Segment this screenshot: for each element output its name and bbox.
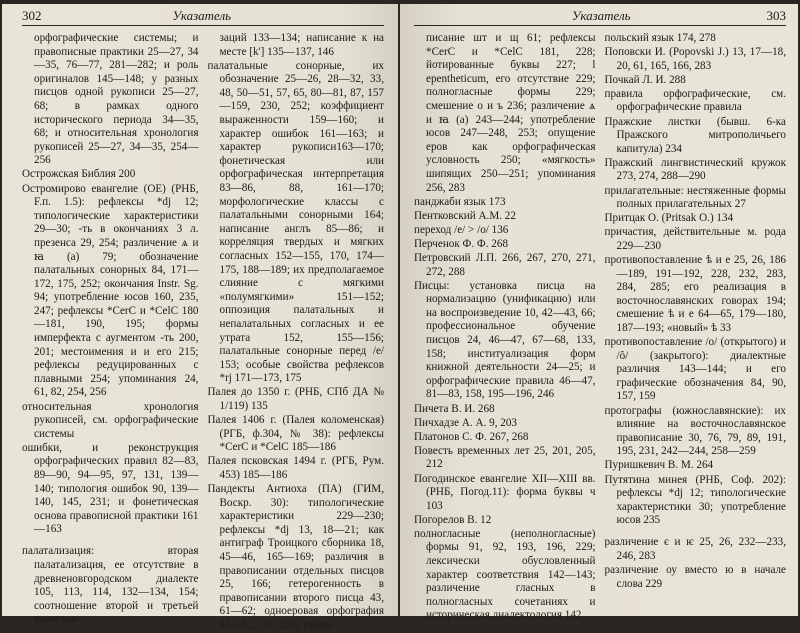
index-entry: прилагательные: нестяженные формы полных прилагательных 27 xyxy=(604,184,786,211)
index-column xyxy=(208,32,385,633)
index-entry: Пуришкевич В. М. 264 xyxy=(604,459,714,472)
entry-spacer xyxy=(22,537,199,545)
index-entry: Пичхадзе А. А. 9, 203 xyxy=(414,416,517,429)
index-entry: Пражские листки (бывш. 6-ка Пражского митрополичьего капитула) 234 xyxy=(604,115,786,155)
index-entry: палатальные сонорные, их обозначение 25—26, 28—32, 33, 48, 50—51, 57, 65, 80—81, 87, 157—159, 230, 252; коэффициент выраженности 159—160; и характер ошибок 161—163; и характер рукописи163—170; фонетическая или орфографическая интерпретация 83—86, 88, 161—170; морфологические классы с палатальными сонорными 164; написание англъ 85—86; и корреляция твердых и мягких согласных 152—155, 170, 174—175, 188—189; их предполагаемое слияние с мягкими «полумягкими» 151—152; оппозиция палатальных и непалатальных согласных и ее утрата 152, 155—156; палатальные сонорные перед /е/ 153; особые свойства рефлексов *rj 171—173, 175 xyxy=(207,59,384,385)
index-entry: орфографические системы; и правописные практики 25—27, 34—35, 76—77, 281—282; и роль оригиналов 145—148; у разных писцов одной рукописи 25—27, 68; в рамках одного исторического периода 34—35, 68; и относительная хронология рукописей 25—27, 34—35, 254—256 xyxy=(34,32,199,167)
index-entry: Писцы: установка писца на нормализацию (унификацию) или на воспроизведение 10, 42—43, 66; профессиональное обучение писцов 24, 46—47, 67—68, 133, 158; институализация форм книжной деятельности 24—25; и орфографические правила 46—47, 81—83, 158, 195—196, 246 xyxy=(414,279,596,401)
index-entry: Повесть временных лет 25, 201, 205, 212 xyxy=(414,444,596,471)
index-entry: противопоставление ѣ и е 25, 26, 186—189, 191—192, 228, 232, 283, 284, 285; его реализация в восточнославянских говорах 194; смешение ѣ и е 64—65, 179—180, 187—193; «новый» ѣ 33 xyxy=(604,254,786,334)
index-entry: правила орфографические, см. орфографические правила xyxy=(604,87,786,114)
index-entry: различение оу вместо ю в начале слова 229 xyxy=(604,564,786,590)
index-entry: Острожская Библия 200 xyxy=(22,168,136,181)
index-entry: различение є и ѥ 25, 26, 232—233, 246, 283 xyxy=(604,536,786,562)
index-entry: панджаби язык 173 xyxy=(414,195,506,208)
page-number-right: 303 xyxy=(766,8,786,23)
index-entry: Петровский Л.П. 266, 267, 270, 271, 272, 288 xyxy=(414,252,596,278)
index-entry: Остромирово евангелие (ОЕ) (РНБ, F.п. 1.5): рефлексы *dj 12; типологические характеристики 29—30; -ть в окончаниях 3 л. презенса 29, 254; различение ѧ и ꙗ (а) 79; обозначение палатальных сонорных 84, 171—172, 175, 252; окончания Instr. Sg. 94; употребление юсов 160, 235, 247; рефлексы *CerC и *CelC 180—181, 190, 195; формы имперфекта с аугментом -ть 200, 201; местоимения и и его 215; рефлексы редуцированных с плавными 254; упоминания 24, 61, 82, 254, 256 xyxy=(22,182,199,399)
index-entry: Перченок Ф. Ф. 268 xyxy=(414,237,509,250)
index-entry: Палея до 1350 г. (РНБ, СПб ДА № 1/119) 135 xyxy=(207,386,384,413)
index-entry: Погодинское евангелие XII—XIII вв. (РНБ, Погод.11): форма буквы ч 103 xyxy=(414,472,596,512)
index-entry: Путятина минея (РНБ, Соф. 202): рефлексы *dj 12; типологические характеристики 30; употребление юсов 235 xyxy=(604,473,786,527)
running-head-right xyxy=(414,8,786,26)
index-entry: Пражский лингвистический кружок 273, 274, 288—290 xyxy=(604,156,786,183)
index-entry: Притцак О. (Pritsak O.) 134 xyxy=(604,212,734,225)
index-entry: Пичета В. И. 268 xyxy=(414,402,495,415)
running-head-left xyxy=(22,8,384,26)
right-page xyxy=(400,4,798,622)
index-entry: переход /е/ > /о/ 136 xyxy=(414,223,509,236)
index-entry: относительная хронология рукописей, см. орфографические системы xyxy=(22,400,199,440)
index-entry: Почкай Л. И. 288 xyxy=(604,73,686,86)
index-column xyxy=(605,32,787,624)
index-entry: Палея 1406 г. (Палея коломенская) (РГБ, ф.304, № 38): рефлексы *CerC и *CelC 185—186 xyxy=(207,414,384,454)
index-entry: полногласные (неполногласные) формы 91, 92, 193, 196, 229; лексически обусловленный характер соответствия 142—143; различение гласных в полногласных сочетаниях и историческая диалектология 142 xyxy=(414,527,596,622)
index-entry: Платонов С. Ф. 267, 268 xyxy=(414,430,529,443)
index-entry: Пентковский А.М. 22 xyxy=(414,209,516,222)
index-column xyxy=(414,32,596,624)
running-title-left: Указатель xyxy=(172,8,232,23)
index-entry: Палея псковская 1494 г. (РГБ, Рум. 453) 185—186 xyxy=(207,455,384,481)
entry-spacer xyxy=(605,528,787,536)
index-entry: Пандекты Антиоха (ПА) (ГИМ, Воскр. 30): типологические характеристики 229—230; рефлексы *dj 13, 18—21; как антиграф Троицкого сборника 18, 45—46, 165—169; различия в правописании отдельных писцов 25, 166; гетерогенность в правописании второго писца 43, 61—62; одноеровая орфография 61—62, 165, 226; право- xyxy=(207,483,384,632)
index-entry: причастия, действительные м. рода 229—230 xyxy=(604,226,786,252)
index-entry: противопоставление /о/ (открытого) и /ô/ (закрытого): диалектные различия 143—144; и его графические обозначения 84, 90, 157, 159 xyxy=(604,336,786,403)
index-entry: писание шт и щ 61; рефлексы *CerC и *CelC 181, 228; йотированные буквы 227; l epentheticum, его отсутствие 229; полногласные формы 229; смешение о и ъ 236; различение ѧ и ꙗ (а) 243—244; употребление юсов 247—248, 253; опущение еров как орфографическая условность 250; «мягкость» шипящих 250—251; упоминания 256, 283 xyxy=(426,32,596,194)
running-title-right: Указатель xyxy=(571,8,631,23)
index-entry: заций 133—134; написание к на месте [k'] 135—137, 146 xyxy=(219,32,384,58)
index-column xyxy=(22,32,199,633)
index-entry: протографы (южнославянские): их влияние на восточнославянское правописание 30, 76, 79, 89, 191, 195, 231, 242—244, 258—259 xyxy=(604,404,786,458)
index-entry: Погорелов В. 12 xyxy=(414,513,492,526)
index-entry: польский язык 174, 278 xyxy=(604,32,716,44)
index-entry: Поповски И. (Popovski J.) 13, 17—18, 20, 61, 165, 166, 283 xyxy=(604,46,786,72)
index-entry: палатализация: вторая палатализация, ее отсутствие в древненовгородском диалекте 105, 113, 114, 132—134, 154; соотношение второй и третьей палатали- xyxy=(22,545,199,626)
index-entry: ошибки, и реконструкция орфографических правил 82—83, 89—90, 94—95, 97, 131, 139—140; типология ошибок 90, 139—140, 145, 231; и фонетическая основа правописной практики 161—163 xyxy=(22,441,199,536)
page-number-left: 302 xyxy=(22,8,42,23)
left-page xyxy=(2,4,398,632)
